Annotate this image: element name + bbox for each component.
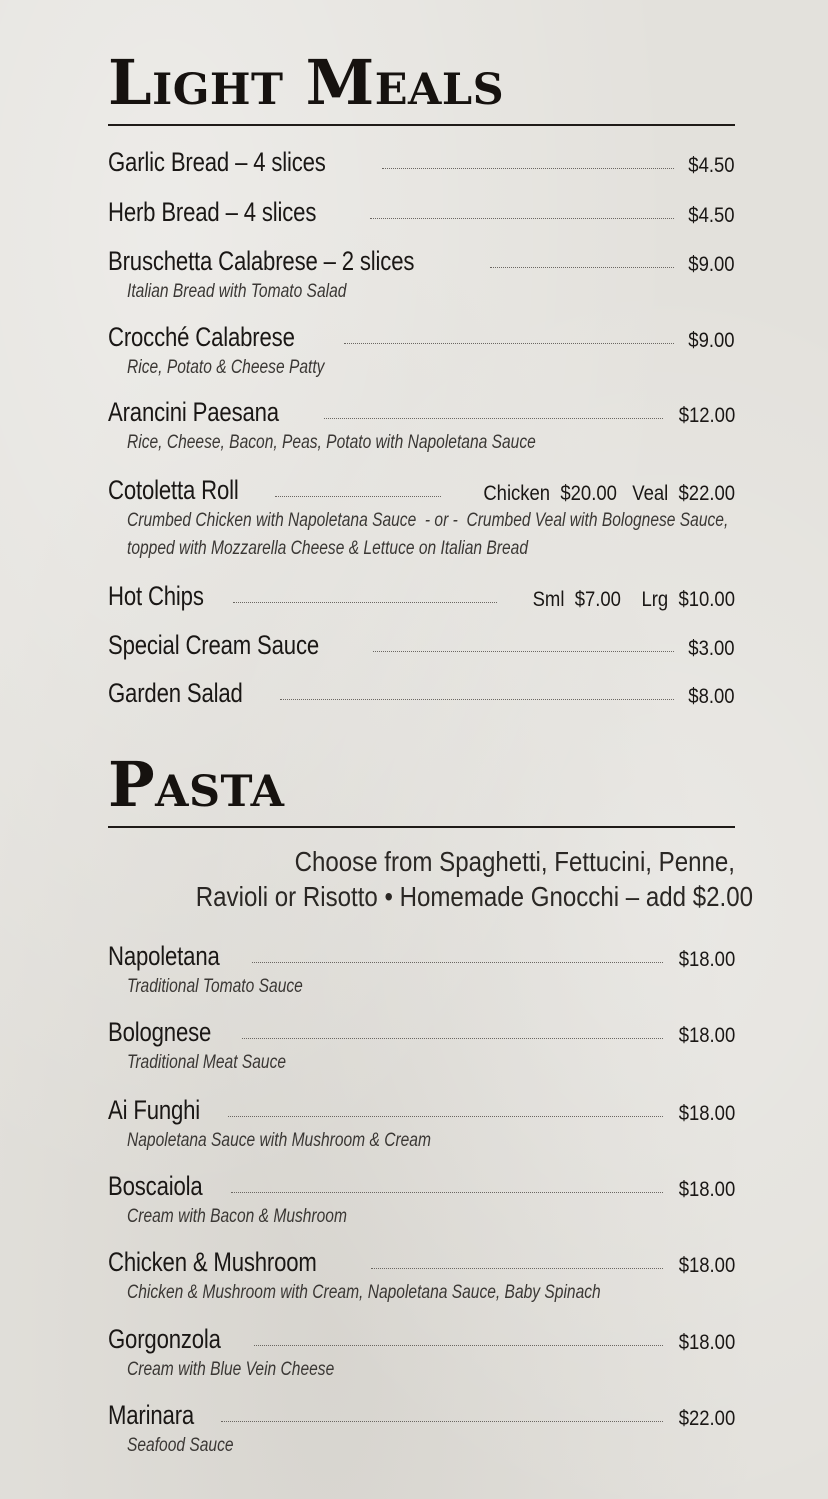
item-description: Rice, Cheese, Bacon, Peas, Potato with Napoletana Sauce	[127, 432, 536, 453]
dot-leader	[231, 1192, 662, 1193]
item-name: Marinara	[108, 1400, 195, 1430]
item-name: Bruschetta Calabrese	[108, 246, 318, 276]
item-name: Herb Bread	[108, 197, 220, 227]
pasta-intro-line-2: Ravioli or Risotto • Homemade Gnocchi – add $2.00	[195, 881, 753, 912]
item-name: Garden Salad	[108, 678, 243, 708]
dot-leader	[382, 168, 675, 169]
menu-item-herb-bread	[108, 192, 735, 228]
menu-item-special-cream-sauce	[108, 625, 735, 661]
dot-leader	[490, 267, 675, 268]
menu-item-garlic-bread	[108, 142, 735, 178]
menu-item-bruschetta-calabrese	[108, 241, 735, 307]
light-meals-section	[108, 46, 735, 126]
item-price: $18.00	[678, 1024, 735, 1047]
item-description: Chicken & Mushroom with Cream, Napoletana Sauce, Baby Spinach	[127, 1282, 601, 1303]
item-price: $18.00	[678, 948, 735, 971]
item-qualifier: – 2 slices	[317, 246, 415, 276]
item-description: Cream with Blue Vein Cheese	[127, 1359, 335, 1380]
pasta-intro	[108, 844, 753, 924]
dot-leader	[221, 1421, 663, 1422]
item-qualifier: – 4 slices	[219, 197, 317, 227]
menu-item-ai-funghi	[108, 1090, 735, 1156]
item-description-continued: topped with Mozzarella Cheese & Lettuce on Italian Bread	[127, 538, 529, 559]
menu-item-garden-salad	[108, 673, 735, 709]
item-price: $8.00	[688, 685, 735, 708]
menu-item-chicken-mushroom	[108, 1242, 735, 1308]
item-price: $9.00	[688, 253, 735, 276]
item-name: Garlic Bread	[108, 147, 230, 177]
item-name: Ai Funghi	[108, 1095, 201, 1125]
item-price: $12.00	[678, 404, 735, 427]
item-description: Traditional Meat Sauce	[127, 1052, 287, 1073]
menu-item-arancini-paesana	[108, 392, 735, 458]
item-name: Boscaiola	[108, 1171, 203, 1201]
item-price: $4.50	[688, 204, 735, 227]
menu-item-boscaiola	[108, 1166, 735, 1232]
menu-item-crocche-calabrese	[108, 317, 735, 383]
dot-leader	[344, 343, 675, 344]
dot-leader	[233, 602, 497, 603]
item-price: Sml $7.00 Lrg $10.00	[532, 588, 735, 611]
dot-leader	[252, 962, 663, 963]
item-description: Italian Bread with Tomato Salad	[127, 281, 347, 302]
item-name: Bolognese	[108, 1017, 212, 1047]
menu-item-napoletana	[108, 936, 735, 1002]
item-name: Hot Chips	[108, 581, 204, 611]
item-price: $3.00	[688, 637, 735, 660]
pasta-section	[108, 748, 735, 828]
item-name: Crocché Calabrese	[108, 322, 295, 352]
item-price: $18.00	[678, 1102, 735, 1125]
dot-leader	[373, 651, 674, 652]
section-title-pasta: Pasta	[108, 748, 285, 821]
item-description: Traditional Tomato Sauce	[127, 976, 303, 997]
dot-leader	[242, 1038, 663, 1039]
item-description: Seafood Sauce	[127, 1435, 234, 1456]
item-price: $9.00	[688, 329, 735, 352]
item-price: Chicken $20.00 Veal $22.00	[483, 482, 735, 505]
pasta-intro-line-1: Choose from Spaghetti, Fettucini, Penne,	[294, 846, 735, 877]
menu-item-hot-chips	[108, 576, 735, 612]
dot-leader	[228, 1116, 663, 1117]
menu-item-cotoletta-roll	[108, 470, 735, 562]
dot-leader	[370, 218, 675, 219]
section-divider	[108, 826, 735, 828]
dot-leader	[324, 418, 662, 419]
item-description: Cream with Bacon & Mushroom	[127, 1206, 347, 1227]
item-name: Special Cream Sauce	[108, 630, 320, 660]
section-divider	[108, 124, 735, 126]
item-price: $18.00	[678, 1178, 735, 1201]
item-qualifier: – 4 slices	[229, 147, 326, 177]
item-description: Rice, Potato & Cheese Patty	[127, 357, 325, 378]
item-description: Napoletana Sauce with Mushroom & Cream	[127, 1130, 431, 1151]
dot-leader	[275, 496, 441, 497]
dot-leader	[280, 699, 674, 700]
dot-leader	[254, 1345, 663, 1346]
dot-leader	[371, 1268, 663, 1269]
item-name: Napoletana	[108, 941, 220, 971]
item-price: $18.00	[678, 1331, 735, 1354]
item-price: $22.00	[678, 1407, 735, 1430]
item-price: $18.00	[678, 1254, 735, 1277]
menu-item-bolognese	[108, 1012, 735, 1078]
item-name: Cotoletta Roll	[108, 475, 239, 505]
item-name: Arancini Paesana	[108, 397, 279, 427]
item-name: Gorgonzola	[108, 1324, 221, 1354]
item-name: Chicken & Mushroom	[108, 1247, 317, 1277]
menu-item-marinara	[108, 1395, 735, 1461]
item-price: $4.50	[688, 154, 735, 177]
section-title-light-meals: Light Meals	[108, 46, 505, 119]
item-description: Crumbed Chicken with Napoletana Sauce - or - Crumbed Veal with Bolognese Sauce,	[127, 510, 729, 531]
menu-item-gorgonzola	[108, 1319, 735, 1385]
